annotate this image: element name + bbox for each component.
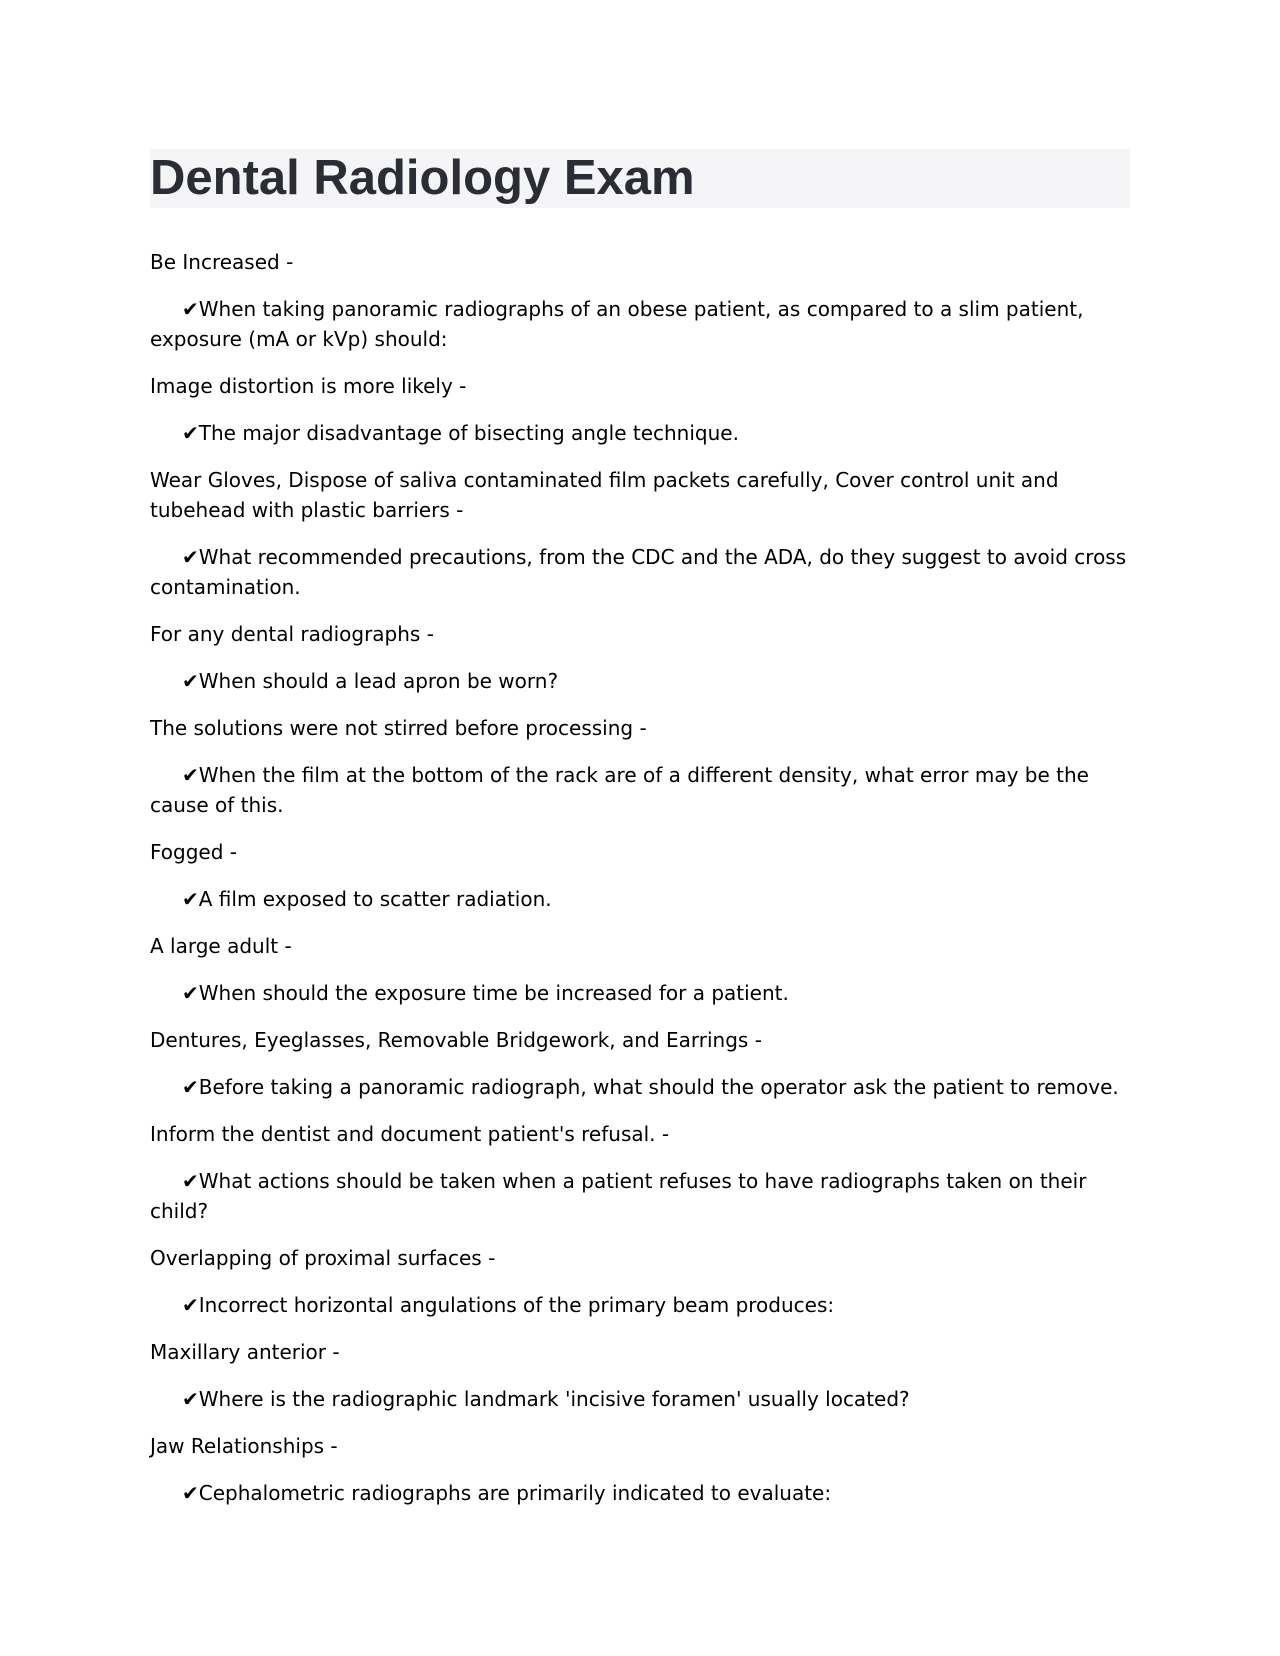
question-text: ✔What actions should be taken when a patient refuses to have radiographs taken on their child?	[150, 1169, 1087, 1223]
question-text: ✔The major disadvantage of bisecting angle technique.	[182, 421, 739, 445]
answer-text: Jaw Relationships -	[150, 1434, 338, 1458]
question-text: ✔When taking panoramic radiographs of an obese patient, as compared to a slim patient, exposure (mA or kVp) should:	[150, 297, 1084, 351]
document-title: Dental Radiology Exam	[150, 151, 695, 205]
answer-text: The solutions were not stirred before processing -	[150, 716, 647, 740]
title-band	[150, 149, 1130, 208]
question-text: ✔A film exposed to scatter radiation.	[182, 887, 552, 911]
question-text: ✔Cephalometric radiographs are primarily indicated to evaluate:	[182, 1481, 832, 1505]
answer-text: Wear Gloves, Dispose of saliva contaminated film packets carefully, Cover control unit and tubehead with plastic barriers -	[150, 468, 1059, 522]
question-text: ✔Before taking a panoramic radiograph, what should the operator ask the patient to remove.	[182, 1075, 1119, 1099]
answer-text: Fogged -	[150, 840, 237, 864]
answer-text: For any dental radiographs -	[150, 622, 434, 646]
answer-text: Overlapping of proximal surfaces -	[150, 1246, 496, 1270]
qa-list	[150, 247, 1130, 1508]
question-text: ✔When the film at the bottom of the rack are of a different density, what error may be the cause of this.	[150, 763, 1089, 817]
question-text: ✔What recommended precautions, from the CDC and the ADA, do they suggest to avoid cross contamination.	[150, 545, 1127, 599]
question-text: ✔Where is the radiographic landmark 'incisive foramen' usually located?	[182, 1387, 910, 1411]
answer-text: Be Increased -	[150, 250, 294, 274]
answer-text: Maxillary anterior -	[150, 1340, 340, 1364]
question-text: ✔When should the exposure time be increased for a patient.	[182, 981, 789, 1005]
question-text: ✔Incorrect horizontal angulations of the primary beam produces:	[182, 1293, 835, 1317]
question-text: ✔When should a lead apron be worn?	[182, 669, 559, 693]
answer-text: A large adult -	[150, 934, 292, 958]
answer-text: Dentures, Eyeglasses, Removable Bridgework, and Earrings -	[150, 1028, 762, 1052]
document-page	[150, 149, 1130, 1508]
answer-text: Inform the dentist and document patient's refusal. -	[150, 1122, 670, 1146]
answer-text: Image distortion is more likely -	[150, 374, 467, 398]
